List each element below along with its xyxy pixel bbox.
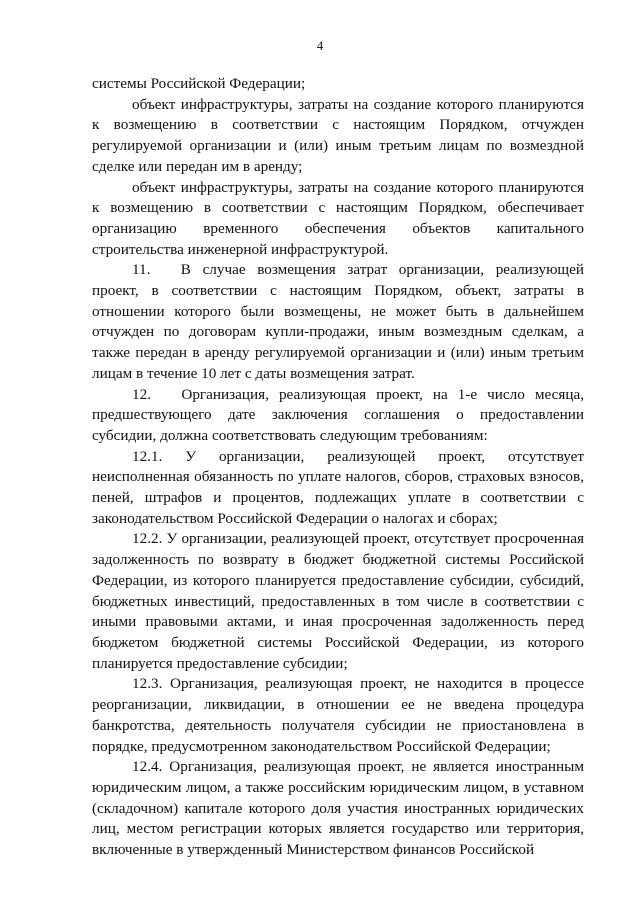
paragraph: объект инфраструктуры, затраты на создание которого планируются к возмещению в соответствии с настоящим Порядком, отчужден регулируемой организации и (или) иным третьим лицам по возмездной сделке или передан им в аренду; [92,95,584,175]
paragraph-item-11: 11. В случае возмещения затрат организации, реализующей проект, в соответствии с настоящим Порядком, объект, затраты в отношении которого были возмещены, не может быть в дальнейшем отчужден по договорам купли-продажи, иным возмездным сделкам, а также передан в аренду регулируемой организации и (или) иным третьим лицам в течение 10 лет с даты возмещения затрат. [92,261,584,382]
document-body [92,74,584,861]
paragraph-item-12: 12. Организация, реализующая проект, на 1-е число месяца, предшествующего дате заключения соглашения о предоставлении субсидии, должна соответствовать следующим требованиям: [92,385,584,444]
paragraph: объект инфраструктуры, затраты на создание которого планируются к возмещению в соответствии с настоящим Порядком, обеспечивает организацию временного обеспечения объектов капитального строительства инженерной инфраструктурой. [92,178,584,258]
paragraph-item-12-2: 12.2. У организации, реализующей проект, отсутствует просроченная задолженность по возврату в бюджет бюджетной системы Российской Федерации, из которого планируется предоставление субсидии, субсидий, бюджетных инвестиций, предоставленных в том числе в соответствии с иными правовыми актами, и иная просроченная задолженность перед бюджетом бюджетной системы Российской Федерации, из которого планируется предоставление субсидии; [92,530,584,672]
page-number: 4 [316,38,324,53]
paragraph-item-12-4: 12.4. Организация, реализующая проект, не является иностранным юридическим лицом, а также российским юридическим лицом, в уставном (складочном) капитале которого доля участия иностранных юридических лиц, местом регистрации которых является государство или территория, включенные в утвержденный Министерством финансов Российской [92,758,584,859]
paragraph: системы Российской Федерации; [92,75,306,92]
paragraph-item-12-1: 12.1. У организации, реализующей проект, отсутствует неисполненная обязанность по уплате налогов, сборов, страховых взносов, пеней, штрафов и процентов, подлежащих уплате в соответствии с законодательством Российской Федерации о налогах и сборах; [92,447,584,527]
paragraph-item-12-3: 12.3. Организация, реализующая проект, не находится в процессе реорганизации, ликвидации, в отношении ее не введена процедура банкротства, деятельность получателя субсидии не приостановлена в порядке, предусмотренном законодательством Российской Федерации; [92,675,584,755]
